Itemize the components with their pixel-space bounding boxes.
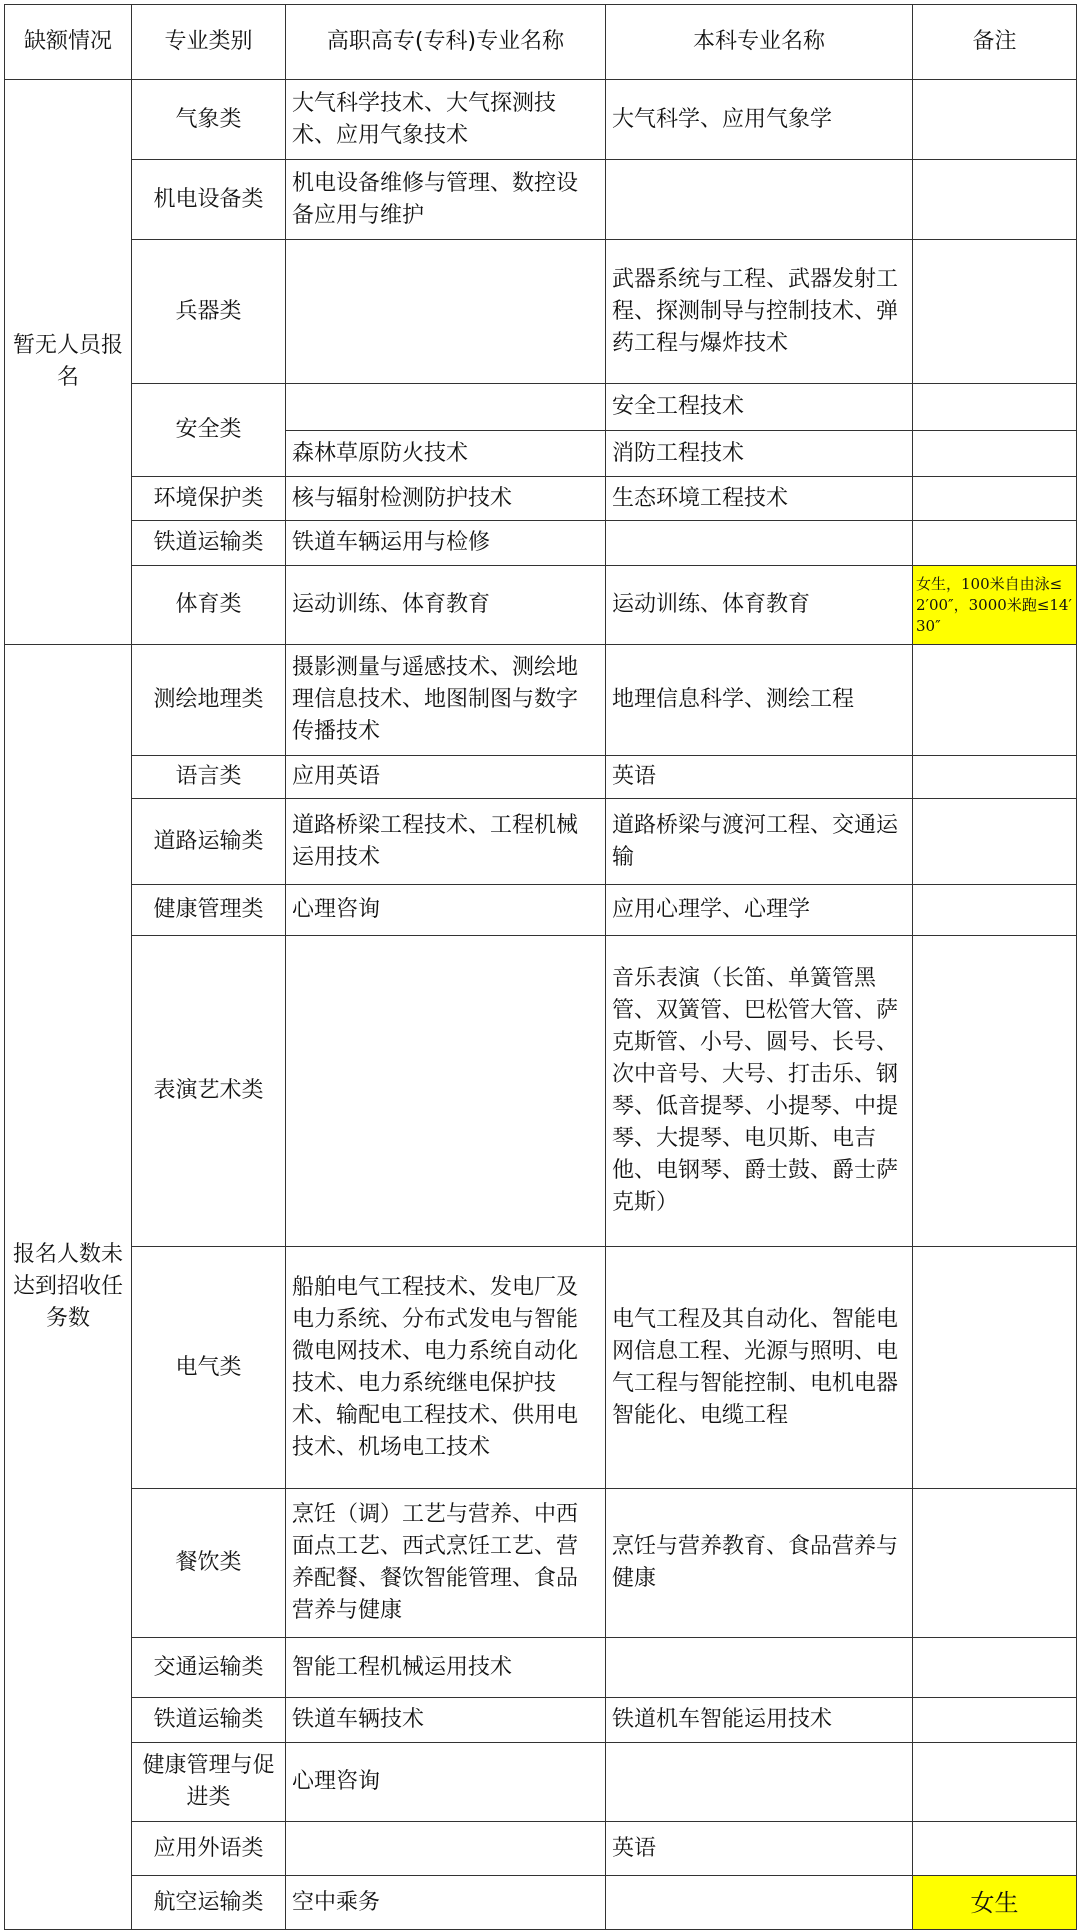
remark-cell xyxy=(913,645,1077,756)
vocational-cell: 道路桥梁工程技术、工程机械运用技术 xyxy=(286,799,606,885)
undergrad-cell: 大气科学、应用气象学 xyxy=(606,80,913,160)
table-row xyxy=(5,160,1077,240)
remark-cell xyxy=(913,80,1077,160)
category-cell: 气象类 xyxy=(132,80,286,160)
category-cell: 语言类 xyxy=(132,756,286,799)
undergrad-cell: 运动训练、体育教育 xyxy=(606,566,913,645)
undergrad-cell xyxy=(606,1743,913,1822)
header-undergrad: 本科专业名称 xyxy=(606,5,913,80)
undergrad-cell: 武器系统与工程、武器发射工程、探测制导与控制技术、弹药工程与爆炸技术 xyxy=(606,240,913,384)
vocational-cell: 铁道车辆运用与检修 xyxy=(286,521,606,566)
category-cell: 道路运输类 xyxy=(132,799,286,885)
table-row xyxy=(5,1638,1077,1698)
remark-cell xyxy=(913,936,1077,1247)
undergrad-cell: 电气工程及其自动化、智能电网信息工程、光源与照明、电气工程与智能控制、电机电器智能化、电缆工程 xyxy=(606,1247,913,1489)
vocational-cell xyxy=(286,240,606,384)
undergrad-cell: 地理信息科学、测绘工程 xyxy=(606,645,913,756)
remark-cell xyxy=(913,1489,1077,1638)
vocational-cell: 心理咨询 xyxy=(286,885,606,936)
vocational-cell: 智能工程机械运用技术 xyxy=(286,1638,606,1698)
category-cell: 测绘地理类 xyxy=(132,645,286,756)
remark-cell xyxy=(913,799,1077,885)
remark-cell xyxy=(913,160,1077,240)
remark-cell: 女生，100米自由泳≤2′00″，3000米跑≤14′30″ xyxy=(913,566,1077,645)
vocational-cell xyxy=(286,936,606,1247)
remark-cell xyxy=(913,1247,1077,1489)
table-row xyxy=(5,936,1077,1247)
header-remark: 备注 xyxy=(913,5,1077,80)
category-cell: 安全类 xyxy=(132,384,286,477)
undergrad-cell: 道路桥梁与渡河工程、交通运输 xyxy=(606,799,913,885)
vocational-cell: 核与辐射检测防护技术 xyxy=(286,477,606,521)
vocational-cell: 机电设备维修与管理、数控设备应用与维护 xyxy=(286,160,606,240)
remark-cell: 女生 xyxy=(913,1876,1077,1930)
undergrad-cell: 英语 xyxy=(606,756,913,799)
table-row xyxy=(5,1743,1077,1822)
vocational-cell: 摄影测量与遥感技术、测绘地理信息技术、地图制图与数字传播技术 xyxy=(286,645,606,756)
undergrad-cell: 铁道机车智能运用技术 xyxy=(606,1698,913,1743)
majors-table xyxy=(4,4,1077,1930)
vocational-cell xyxy=(286,1822,606,1876)
table-row xyxy=(5,1822,1077,1876)
table-row xyxy=(5,384,1077,431)
undergrad-cell xyxy=(606,1638,913,1698)
vocational-cell: 船舶电气工程技术、发电厂及电力系统、分布式发电与智能微电网技术、电力系统自动化技术、电力系统继电保护技术、输配电工程技术、供用电技术、机场电工技术 xyxy=(286,1247,606,1489)
vocational-cell: 烹饪（调）工艺与营养、中西面点工艺、西式烹饪工艺、营养配餐、餐饮智能管理、食品营养与健康 xyxy=(286,1489,606,1638)
undergrad-cell xyxy=(606,1876,913,1930)
header-row xyxy=(5,5,1077,80)
table-row xyxy=(5,566,1077,645)
status-cell: 暂无人员报名 xyxy=(5,80,132,645)
vocational-cell: 森林草原防火技术 xyxy=(286,431,606,477)
category-cell: 交通运输类 xyxy=(132,1638,286,1698)
undergrad-cell: 英语 xyxy=(606,1822,913,1876)
remark-cell xyxy=(913,1822,1077,1876)
category-cell: 铁道运输类 xyxy=(132,521,286,566)
remark-cell xyxy=(913,521,1077,566)
category-cell: 电气类 xyxy=(132,1247,286,1489)
category-cell: 机电设备类 xyxy=(132,160,286,240)
table-row xyxy=(5,80,1077,160)
header-category: 专业类别 xyxy=(132,5,286,80)
category-cell: 健康管理与促进类 xyxy=(132,1743,286,1822)
table-row xyxy=(5,645,1077,756)
category-cell: 铁道运输类 xyxy=(132,1698,286,1743)
undergrad-cell xyxy=(606,521,913,566)
remark-cell xyxy=(913,1638,1077,1698)
category-cell: 应用外语类 xyxy=(132,1822,286,1876)
vocational-cell xyxy=(286,384,606,431)
vocational-cell: 运动训练、体育教育 xyxy=(286,566,606,645)
header-status: 缺额情况 xyxy=(5,5,132,80)
header-vocational: 高职高专(专科)专业名称 xyxy=(286,5,606,80)
remark-cell xyxy=(913,756,1077,799)
remark-cell xyxy=(913,431,1077,477)
category-cell: 餐饮类 xyxy=(132,1489,286,1638)
vocational-cell: 心理咨询 xyxy=(286,1743,606,1822)
vocational-cell: 应用英语 xyxy=(286,756,606,799)
undergrad-cell: 烹饪与营养教育、食品营养与健康 xyxy=(606,1489,913,1638)
vocational-cell: 大气科学技术、大气探测技术、应用气象技术 xyxy=(286,80,606,160)
category-cell: 表演艺术类 xyxy=(132,936,286,1247)
status-cell: 报名人数未达到招收任务数 xyxy=(5,645,132,1930)
category-cell: 兵器类 xyxy=(132,240,286,384)
remark-cell xyxy=(913,1743,1077,1822)
remark-cell xyxy=(913,384,1077,431)
remark-cell xyxy=(913,240,1077,384)
category-cell: 环境保护类 xyxy=(132,477,286,521)
category-cell: 健康管理类 xyxy=(132,885,286,936)
remark-cell xyxy=(913,885,1077,936)
table-row xyxy=(5,1489,1077,1638)
table-row xyxy=(5,885,1077,936)
table-row xyxy=(5,477,1077,521)
undergrad-cell: 安全工程技术 xyxy=(606,384,913,431)
table-row xyxy=(5,1876,1077,1930)
table-row xyxy=(5,521,1077,566)
table-row xyxy=(5,1698,1077,1743)
undergrad-cell: 音乐表演（长笛、单簧管黑管、双簧管、巴松管大管、萨克斯管、小号、圆号、长号、次中音号、大号、打击乐、钢琴、低音提琴、小提琴、中提琴、大提琴、电贝斯、电吉他、电钢琴、爵士鼓、爵士萨克斯） xyxy=(606,936,913,1247)
category-cell: 航空运输类 xyxy=(132,1876,286,1930)
table-row xyxy=(5,799,1077,885)
table-row xyxy=(5,240,1077,384)
category-cell: 体育类 xyxy=(132,566,286,645)
vocational-cell: 空中乘务 xyxy=(286,1876,606,1930)
vocational-cell: 铁道车辆技术 xyxy=(286,1698,606,1743)
remark-cell xyxy=(913,477,1077,521)
remark-cell xyxy=(913,1698,1077,1743)
undergrad-cell: 消防工程技术 xyxy=(606,431,913,477)
table-row xyxy=(5,1247,1077,1489)
undergrad-cell xyxy=(606,160,913,240)
undergrad-cell: 应用心理学、心理学 xyxy=(606,885,913,936)
undergrad-cell: 生态环境工程技术 xyxy=(606,477,913,521)
table-row xyxy=(5,756,1077,799)
